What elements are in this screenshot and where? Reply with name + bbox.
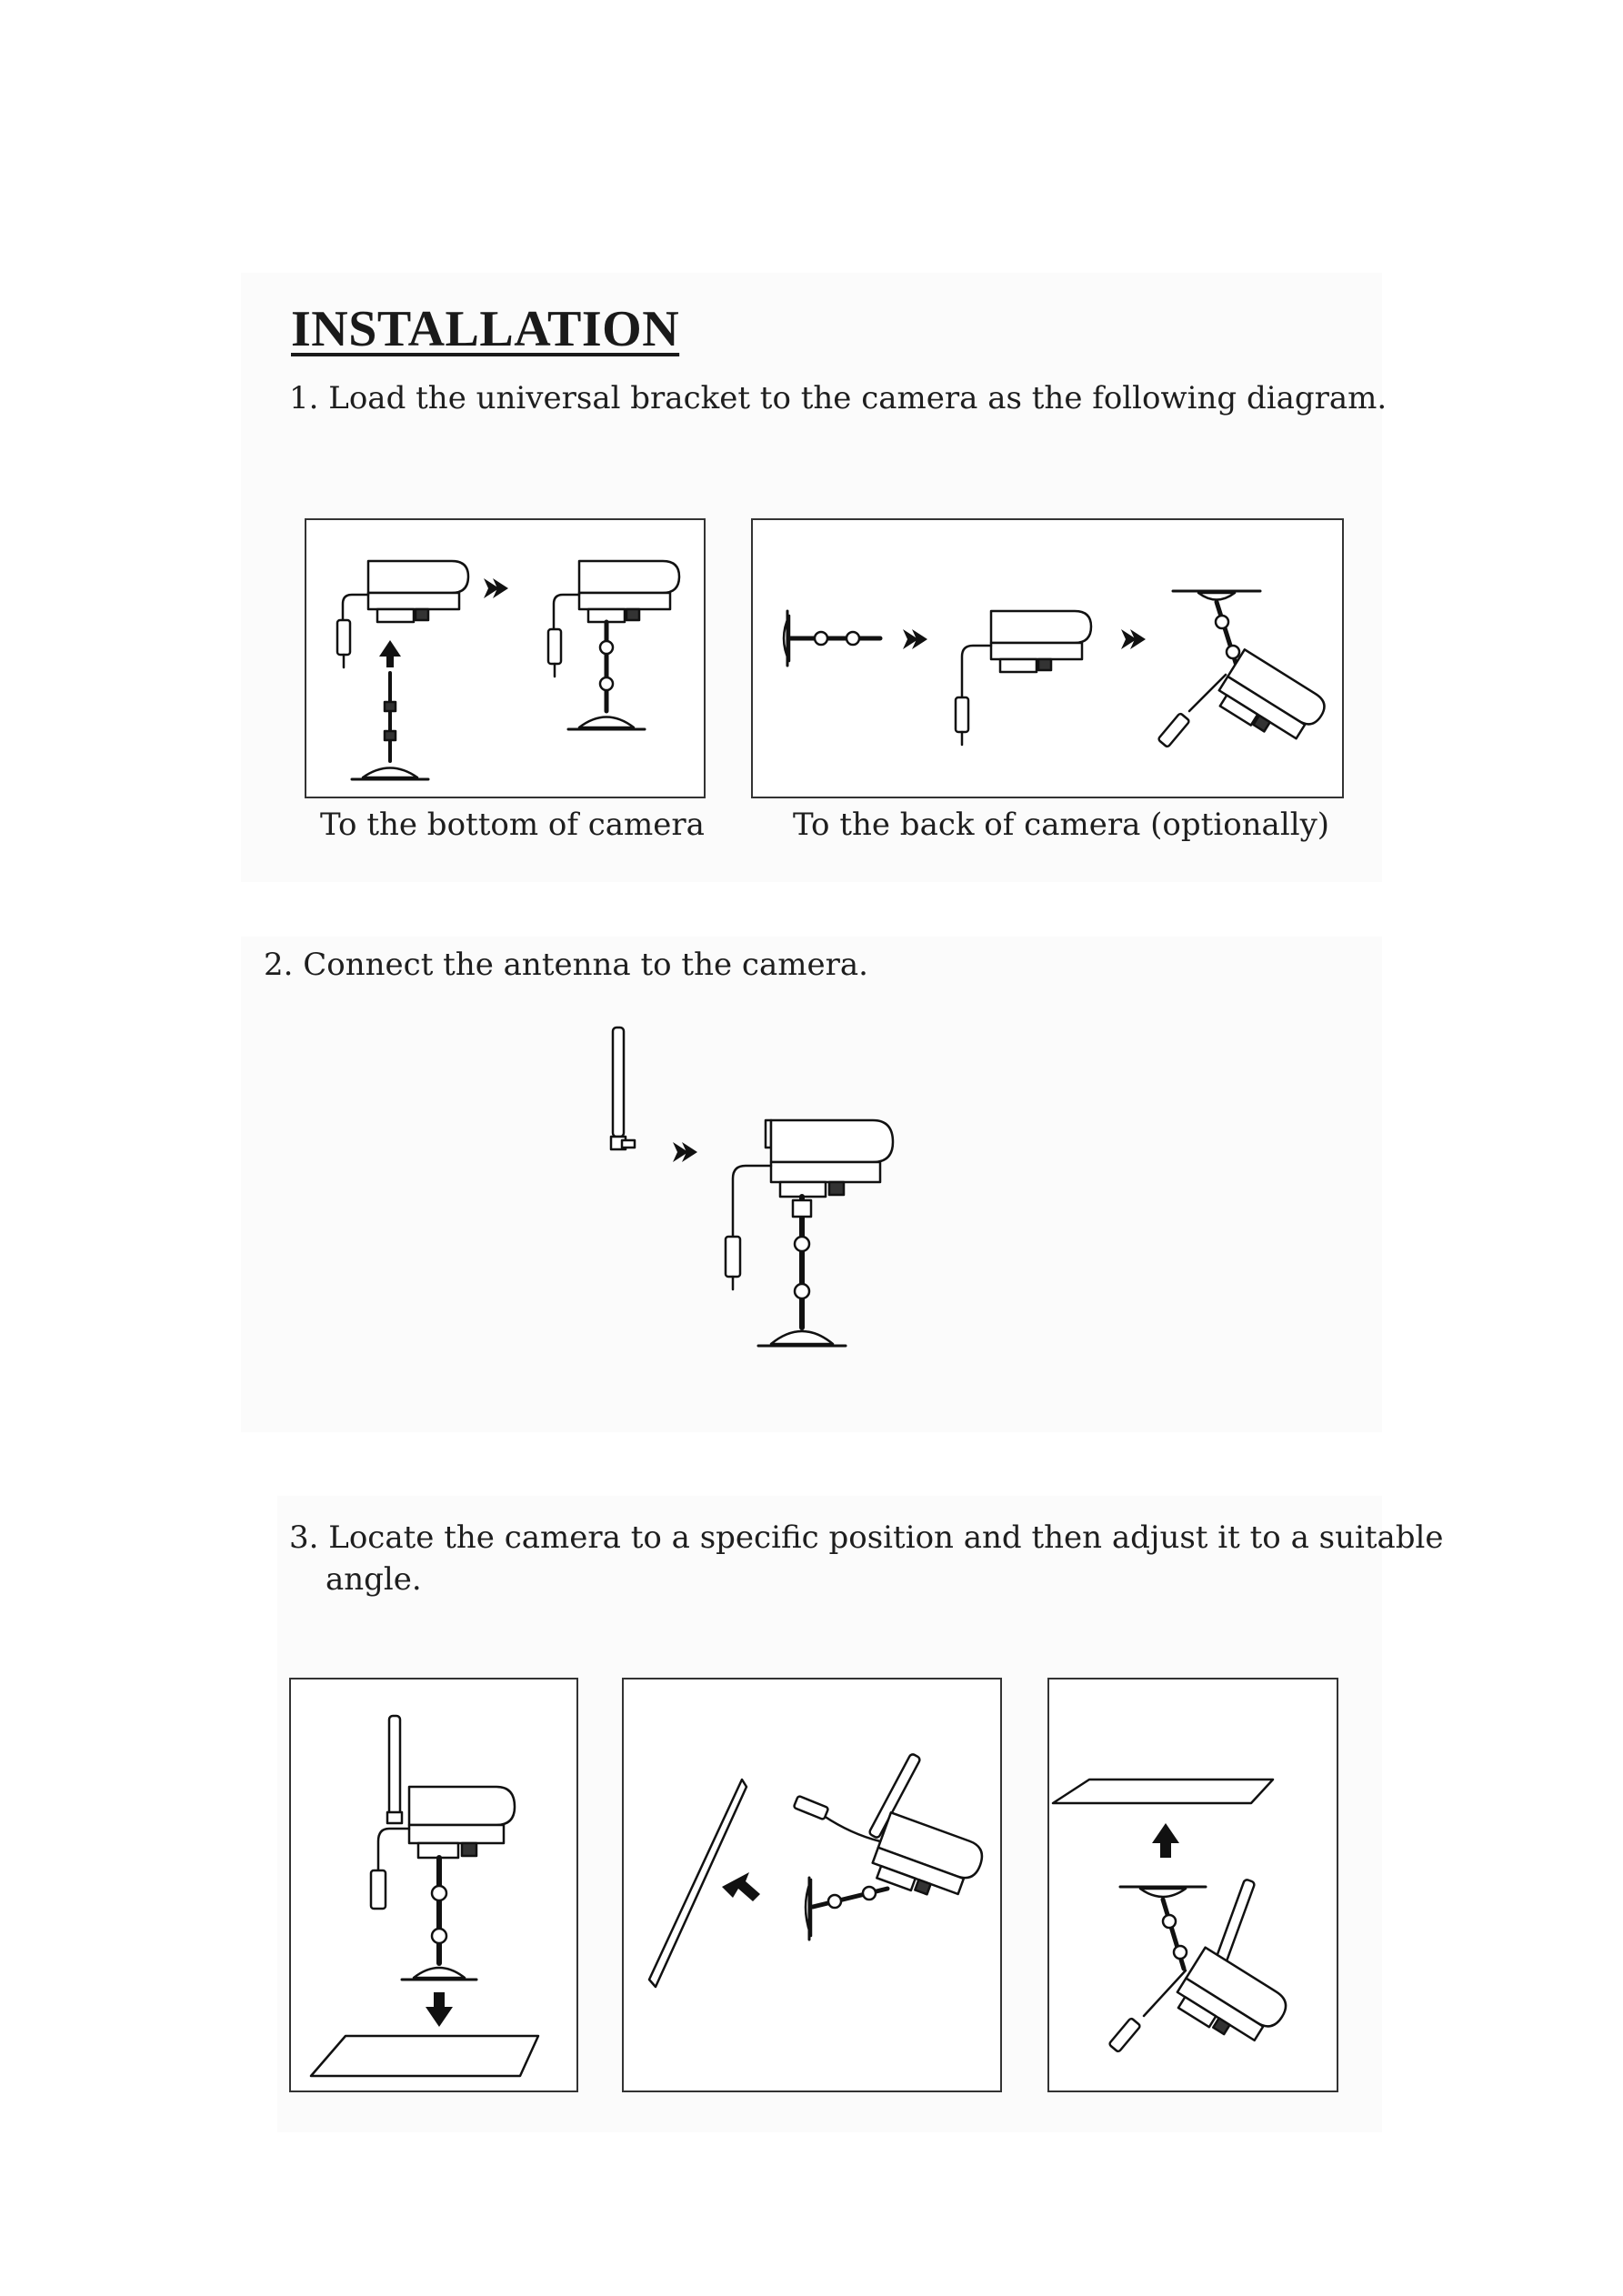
camera-illustration-middle — [956, 611, 1091, 745]
floor-surface — [311, 2036, 538, 2076]
right-arrow-icon — [1121, 629, 1146, 649]
page-title: INSTALLATION — [291, 301, 680, 357]
bracket-illustration-left — [352, 673, 428, 779]
down-arrow-icon — [426, 1992, 453, 2027]
camera-illustration-ceiling — [1108, 1879, 1291, 2057]
camera-illustration-ceiling-mount — [1157, 591, 1329, 754]
figure-antenna-connect — [600, 1018, 927, 1355]
up-arrow-icon — [379, 640, 401, 667]
panel-back-mount — [751, 518, 1344, 798]
bracket-illustration-horizontal — [784, 611, 880, 666]
step-1-text: 1. Load the universal bracket to the camera as the following diagram. — [289, 380, 1388, 416]
antenna-illustration — [611, 1028, 635, 1149]
panel-bottom-mount — [305, 518, 706, 798]
panel-floor-mount — [289, 1678, 578, 2092]
caption-back-mount: To the back of camera (optionally) — [793, 807, 1330, 843]
step-3-line-2: angle. — [326, 1561, 422, 1598]
camera-illustration-floor — [371, 1716, 515, 1980]
camera-illustration-left — [337, 561, 468, 667]
right-arrow-icon — [903, 629, 927, 649]
camera-illustration-antenna-step — [726, 1120, 893, 1346]
step-3-line-1: 3. Locate the camera to a specific position and then adjust it to a suitable — [289, 1519, 1444, 1556]
up-arrow-icon — [1152, 1823, 1179, 1858]
caption-bottom-mount: To the bottom of camera — [320, 807, 705, 843]
step-2-text: 2. Connect the antenna to the camera. — [264, 947, 868, 983]
step-3-text — [289, 1517, 1444, 1600]
camera-illustration-assembled — [548, 561, 679, 729]
right-arrow-icon — [673, 1142, 697, 1162]
right-arrow-icon — [484, 578, 508, 598]
ceiling-surface — [1053, 1780, 1273, 1803]
panel-ceiling-mount — [1047, 1678, 1338, 2092]
left-arrow-icon — [722, 1872, 760, 1901]
panel-wall-mount — [622, 1678, 1002, 2092]
camera-illustration-wall — [794, 1753, 987, 1940]
